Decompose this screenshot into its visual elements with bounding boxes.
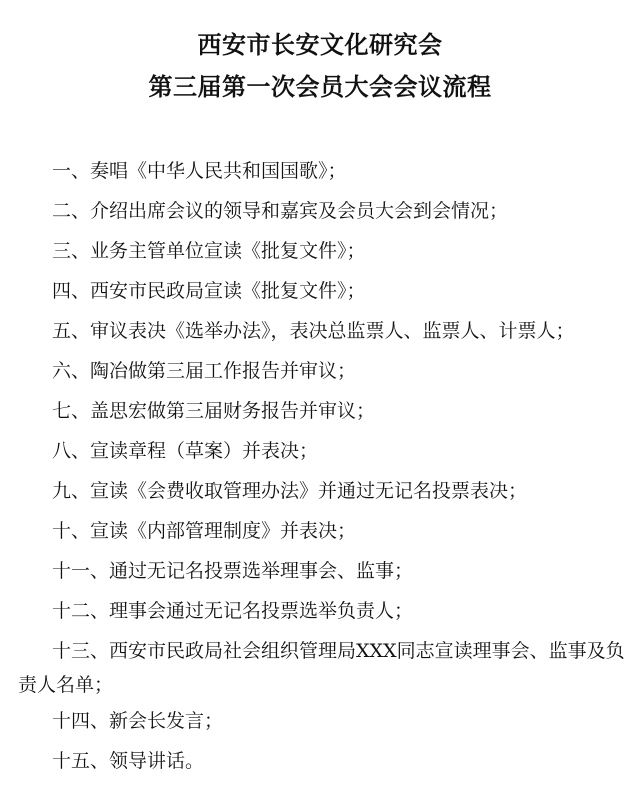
document-subtitle: 第三届第一次会员大会会议流程 [148, 73, 492, 101]
agenda-item-1: 一、奏唱《中华人民共和国国歌》； [52, 160, 347, 182]
agenda-item-6: 六、陶冶做第三届工作报告并审议； [52, 360, 357, 382]
agenda-item-15: 十五、领导讲话。 [52, 750, 205, 772]
agenda-item-7: 七、盖思宏做第三届财务报告并审议； [52, 400, 376, 422]
agenda-item-2: 二、介绍出席会议的领导和嘉宾及会员大会到会情况； [52, 200, 509, 222]
agenda-item-14: 十四、新会长发言； [52, 710, 224, 732]
agenda-item-5: 五、审议表决《选举办法》，表决总监票人、监票人、计票人； [52, 320, 575, 342]
agenda-item-12: 十二、理事会通过无记名投票选举负责人； [52, 600, 414, 622]
agenda-list [18, 158, 630, 788]
agenda-item-11: 十一、通过无记名投票选举理事会、监事； [52, 560, 414, 582]
agenda-item-3: 三、业务主管单位宣读《批复文件》； [52, 240, 366, 262]
document-title: 西安市长安文化研究会 [197, 31, 443, 59]
agenda-item-13: 十三、西安市民政局社会组织管理局XXX同志宣读理事会、监事及负责人名单； [18, 640, 625, 696]
agenda-item-9: 九、宣读《会费收取管理办法》并通过无记名投票表决； [52, 480, 528, 502]
agenda-item-10: 十、宣读《内部管理制度》并表决； [52, 520, 357, 542]
agenda-item-4: 四、西安市民政局宣读《批复文件》； [52, 280, 366, 302]
agenda-item-8: 八、宣读章程（草案）并表决； [52, 440, 319, 462]
